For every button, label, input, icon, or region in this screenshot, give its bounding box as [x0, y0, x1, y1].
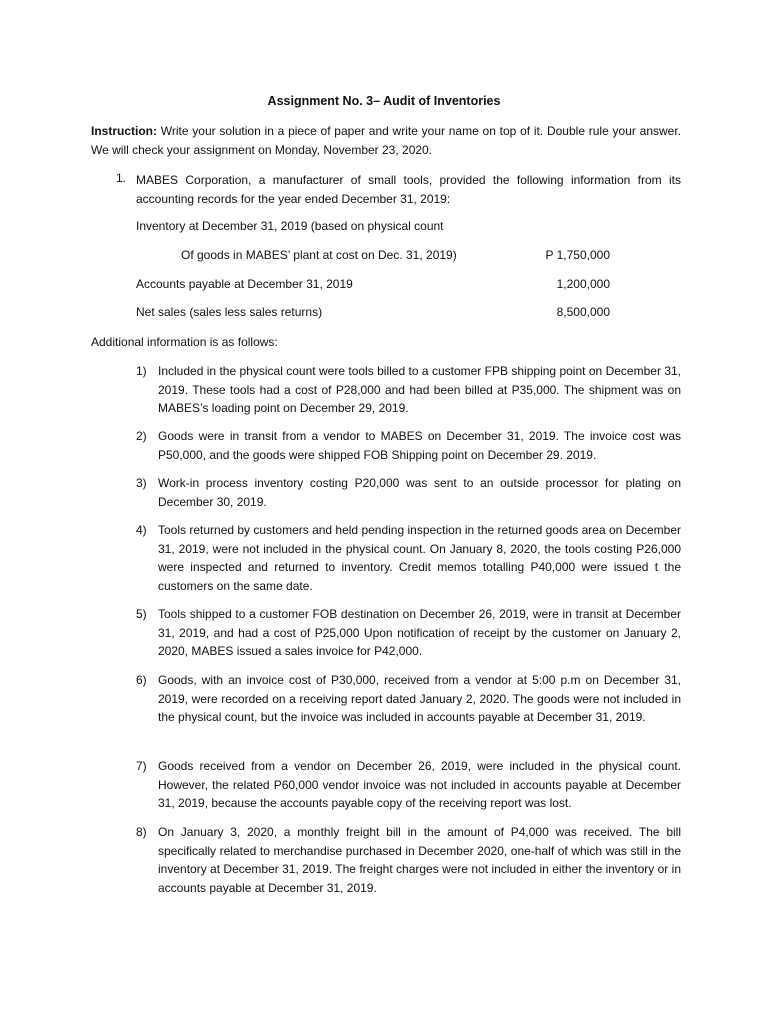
financial-amount-ap: 1,200,000 — [556, 277, 610, 291]
list-item-number: 8) — [136, 825, 147, 839]
list-item-number: 1) — [136, 364, 147, 378]
financial-label-ap: Accounts payable at December 31, 2019 — [136, 277, 353, 291]
list-item-text: Goods received from a vendor on December 26, 2019, were included in the physical count. However, the related P60,000 vendor invoice was not included in accounts payable at December 31, 2019, because the accounts payable copy of the receiving report was lost. — [158, 759, 681, 810]
list-item-number: 2) — [136, 429, 147, 443]
list-item-text: Tools shipped to a customer FOB destination on December 26, 2019, were in transit at December 31, 2019, and had a cost of P25,000 Upon notification of receipt by the customer on January 2, 2020, MABES issued a sales invoice for P42,000. — [158, 607, 681, 658]
financial-label-inventory-cont: Of goods in MABES’ plant at cost on Dec. 31, 2019) — [181, 248, 457, 262]
list-item-text: Tools returned by customers and held pending inspection in the returned goods area on December 31, 2019, were not included in the physical count. On January 8, 2020, the tools costing P26,000 were inspected and returned to inventory. Credit memos totalling P40,000 were issued t the customers on the same date. — [158, 523, 681, 593]
instruction-paragraph — [91, 122, 681, 160]
financial-label-inventory: Inventory at December 31, 2019 (based on physical count — [136, 219, 444, 233]
assignment-title: Assignment No. 3– Audit of Inventories — [267, 94, 501, 108]
question-number: 1. — [116, 171, 127, 185]
list-item-number: 6) — [136, 673, 147, 687]
list-item-text: Goods were in transit from a vendor to MABES on December 31, 2019. The invoice cost was P50,000, and the goods were shipped FOB Shipping point on December 29. 2019. — [158, 429, 681, 462]
instruction-text: Write your solution in a piece of paper and write your name on top of it. Double rule your answer. We will check your assignment on Monday, November 23, 2020. — [91, 124, 681, 157]
list-item-text: On January 3, 2020, a monthly freight bill in the amount of P4,000 was received. The bill specifically related to merchandise purchased in December 2020, one-half of which was still in the inventory at December 31, 2019. The freight charges were not included in either the inventory or in accounts payable at December 31, 2019. — [158, 825, 681, 895]
question-text: MABES Corporation, a manufacturer of small tools, provided the following information from its accounting records for the year ended December 31, 2019: — [136, 173, 681, 206]
list-item-text: Goods, with an invoice cost of P30,000, received from a vendor at 5:00 p.m on December 31, 2019, were recorded on a receiving report dated January 2, 2020. The goods were not included in the physical count, but the invoice was included in accounts payable at December 31, 2019. — [158, 673, 681, 724]
list-item-number: 3) — [136, 476, 147, 490]
list-item-text: Work-in process inventory costing P20,000 was sent to an outside processor for plating on December 30, 2019. — [158, 476, 681, 509]
list-item-number: 5) — [136, 607, 147, 621]
instruction-label: Instruction: — [91, 124, 157, 138]
financial-amount-inventory: P 1,750,000 — [545, 248, 610, 262]
financial-label-net-sales: Net sales (sales less sales returns) — [136, 305, 323, 319]
list-item-number: 7) — [136, 759, 147, 773]
additional-info-heading: Additional information is as follows: — [91, 335, 278, 349]
list-item-text: Included in the physical count were tools billed to a customer FPB shipping point on December 31, 2019. These tools had a cost of P28,000 and had been billed at P35,000. The shipment was on MABES’s loading point on December 29, 2019. — [158, 364, 681, 415]
list-item-number: 4) — [136, 523, 147, 537]
financial-amount-net-sales: 8,500,000 — [556, 305, 610, 319]
